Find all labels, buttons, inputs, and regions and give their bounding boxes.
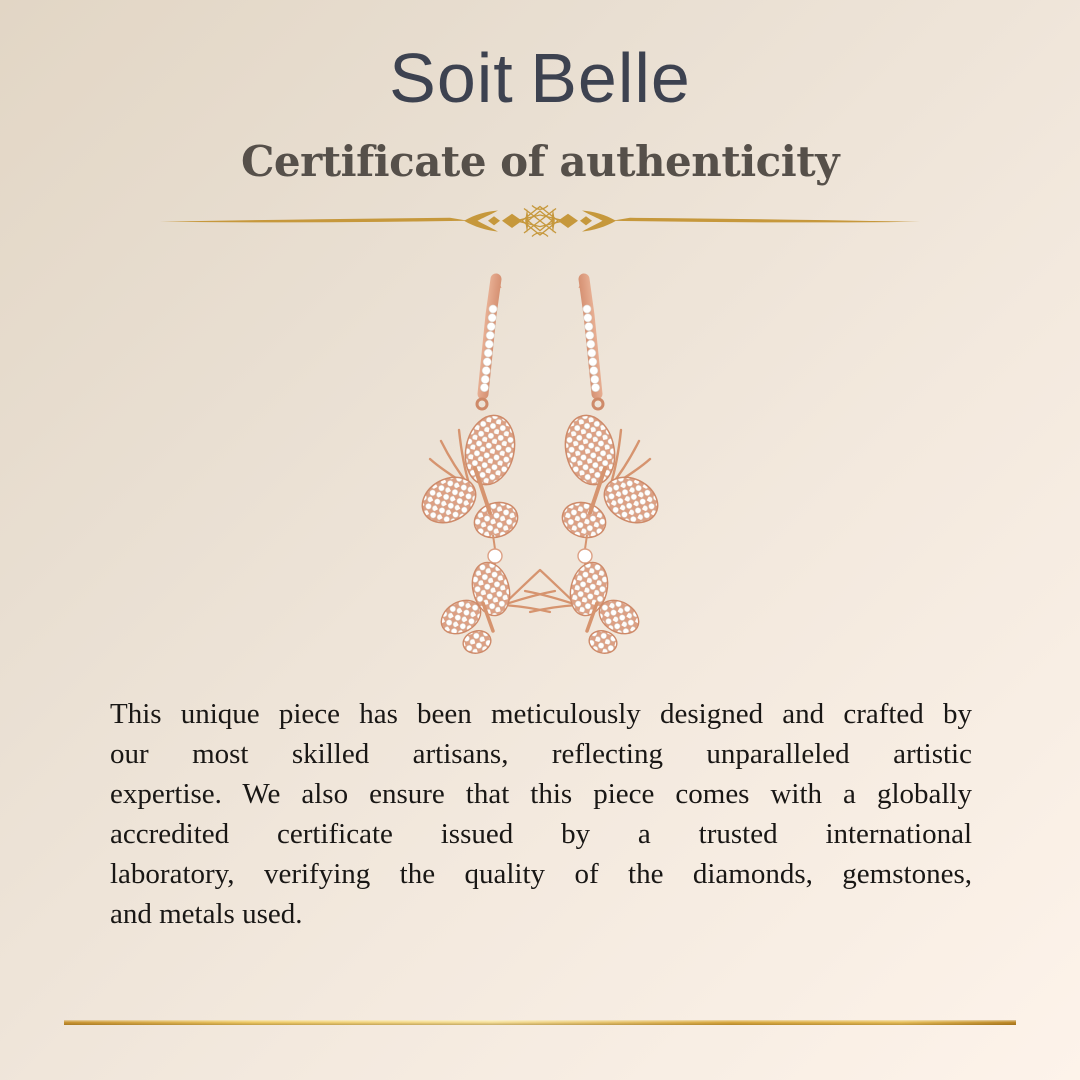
certificate-title: Certificate of authenticity: [240, 137, 840, 186]
paragraph-line: and metals used.: [110, 898, 303, 930]
paragraph-line: accredited certificate issued by a trusted international: [110, 818, 972, 850]
description-paragraph: [110, 694, 972, 934]
paragraph-line: laboratory, verifying the quality of the diamonds, gemstones,: [110, 858, 972, 890]
footer-gold-rule: [64, 1020, 1016, 1025]
brand-logo: Soit Belle: [389, 39, 691, 117]
ornamental-divider-icon: [160, 203, 920, 239]
earring-loop: [477, 399, 487, 409]
paragraph-line: expertise. We also ensure that this piece comes with a globally: [110, 778, 972, 810]
connector-diamond: [488, 549, 502, 563]
divider-center-lattice: [516, 206, 564, 237]
earring-right: [525, 274, 666, 656]
large-butterfly: [414, 411, 522, 543]
earrings-image: [375, 273, 705, 665]
small-butterfly: [435, 558, 555, 656]
paragraph-line: our most skilled artisans, reflecting unparalleled artistic: [110, 738, 972, 770]
paragraph-line: This unique piece has been meticulously designed and crafted by: [110, 698, 972, 730]
